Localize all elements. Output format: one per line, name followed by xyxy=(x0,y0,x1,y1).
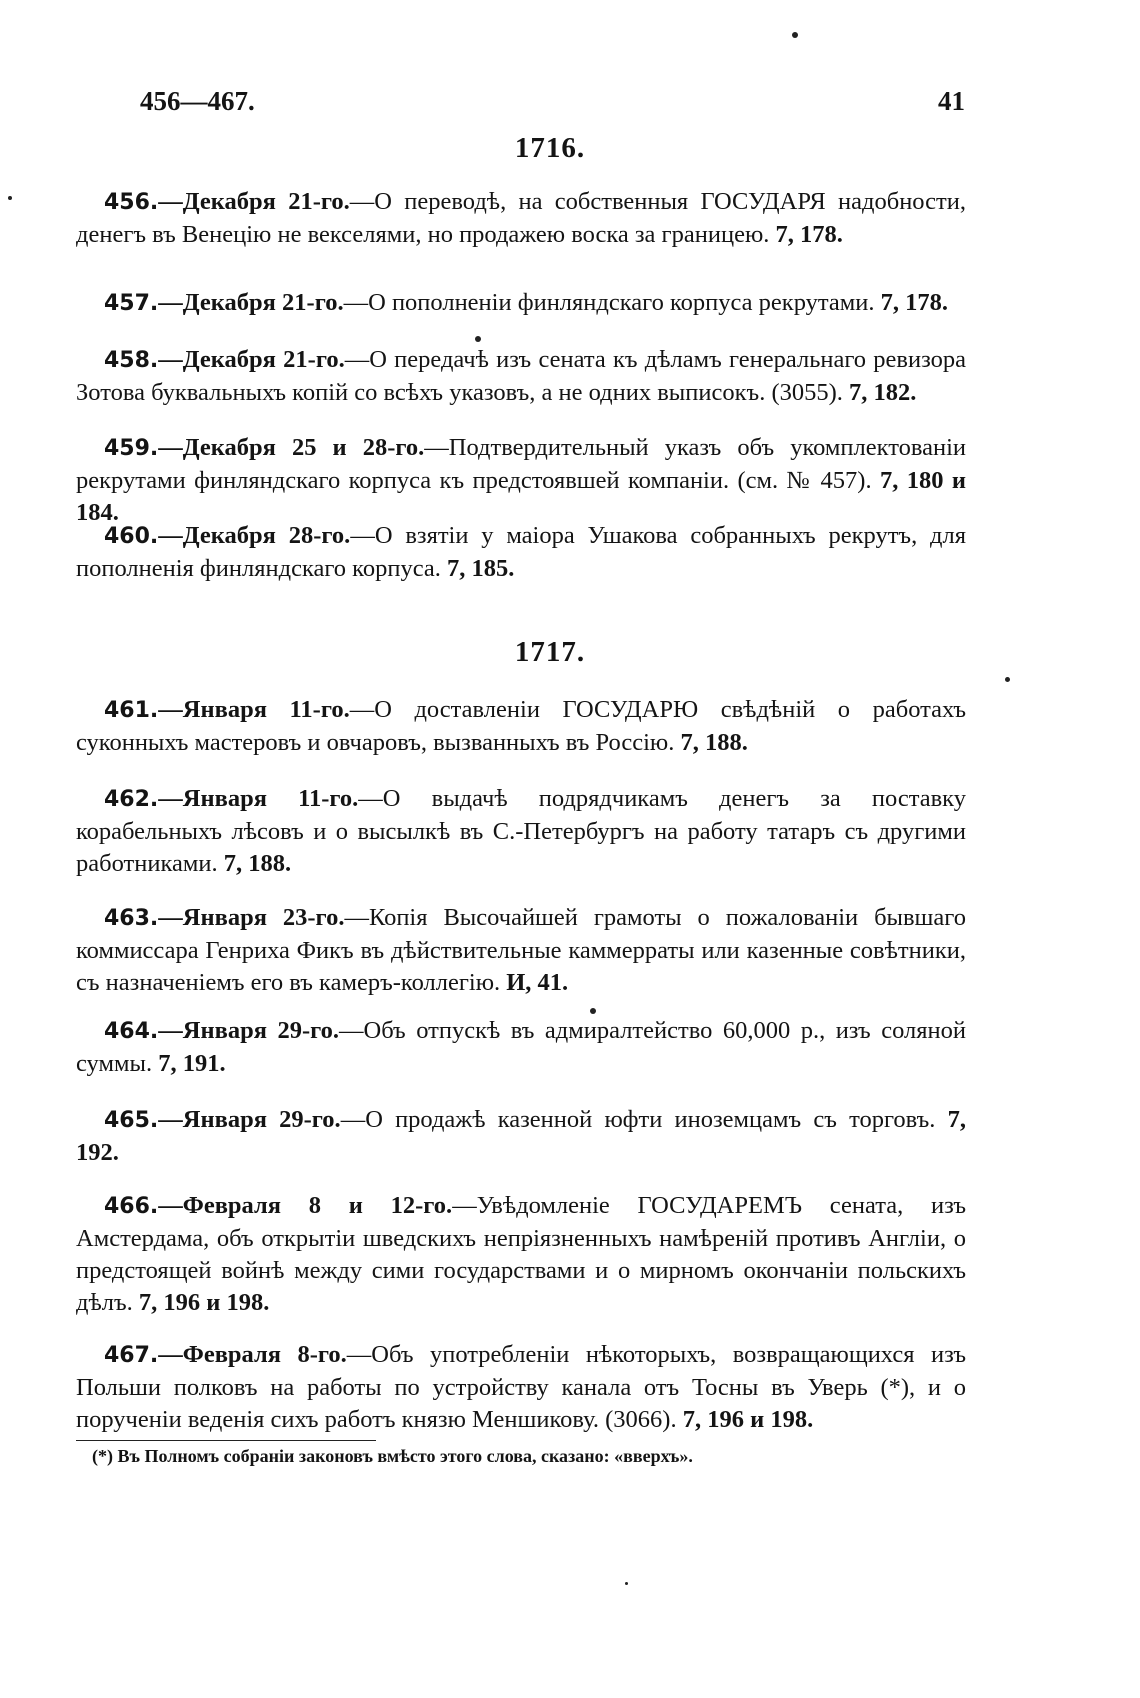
entry-text: —О продажѣ казенной юфти иноземцамъ съ торговъ. xyxy=(340,1106,936,1133)
entry-number: 457. xyxy=(104,291,159,316)
entry-462 xyxy=(76,783,966,880)
entry-number: 465. xyxy=(104,1108,159,1133)
entry-date: —Декабря 25 и 28-го. xyxy=(158,434,425,461)
entry-date: —Февраля 8 и 12-го. xyxy=(158,1192,453,1219)
footnote: (*) Въ Полномъ собраніи законовъ вмѣсто этого слова, сказано: «вверхъ». xyxy=(92,1446,693,1466)
entry-456 xyxy=(76,186,966,251)
entry-reference: 7, 192. xyxy=(76,1106,966,1166)
entry-date: —Января 23-го. xyxy=(158,904,345,931)
entry-457 xyxy=(76,287,966,320)
entry-number: 464. xyxy=(104,1019,159,1044)
scan-speck xyxy=(475,336,481,342)
entry-reference: 7, 178. xyxy=(775,221,843,248)
entry-reference: И, 41. xyxy=(506,969,569,996)
entry-number: 461. xyxy=(104,698,159,723)
entry-text: —О доставленіи ГОСУДАРЮ свѣдѣній о работахъ суконныхъ мастеровъ и овчаровъ, вызванныхъ въ Россію. xyxy=(76,696,966,756)
entry-text: —Объ отпускѣ въ адмиралтейство 60,000 р., изъ соляной суммы. xyxy=(76,1017,966,1077)
entry-467 xyxy=(76,1339,966,1436)
year-heading-1717: 1717. xyxy=(514,636,586,668)
entry-reference: 7, 185. xyxy=(447,555,515,582)
entry-number: 458. xyxy=(104,348,159,373)
entry-text: —Увѣдомленіе ГОСУДАРЕМЪ сената, изъ Амстердама, объ открытіи шведскихъ непріязненныхъ намѣреній противъ Англіи, о предстоящей войнѣ между сими государствами и о мирномъ окончаніи польскихъ дѣлъ. xyxy=(76,1192,966,1316)
entry-date: —Февраля 8-го. xyxy=(158,1341,347,1368)
entry-463 xyxy=(76,902,966,999)
entry-text: —Объ употребленіи нѣкоторыхъ, возвращающихся изъ Польши полковъ на работы по устройству канала отъ Тосны въ Уверь (*), и о порученіи веденія сихъ работъ князю Меншикову. (3066). xyxy=(76,1341,967,1433)
entry-text: —О передачѣ изъ сената къ дѣламъ генеральнаго ревизора Зотова буквальныхъ копій со всѣхъ указовъ, а не одних выписокъ. (3055). xyxy=(76,346,966,406)
scan-speck xyxy=(8,196,12,200)
entry-number: 466. xyxy=(104,1194,159,1219)
entry-date: —Декабря 28-го. xyxy=(158,522,351,549)
entry-date: —Января 29-го. xyxy=(158,1106,341,1133)
entry-number: 456. xyxy=(104,190,159,215)
entry-date: —Января 11-го. xyxy=(158,785,359,812)
scan-speck xyxy=(590,1008,596,1014)
entry-number: 462. xyxy=(104,787,159,812)
page-number: 41 xyxy=(938,86,965,116)
footnote-divider xyxy=(76,1440,376,1441)
entry-text: —О пополненіи финляндскаго корпуса рекрутами. xyxy=(343,289,875,316)
entry-460 xyxy=(76,520,966,585)
entry-reference: 7, 196 и 198. xyxy=(138,1289,270,1316)
scan-speck xyxy=(1005,677,1010,682)
entry-date: —Января 11-го. xyxy=(158,696,350,723)
entry-number: 467. xyxy=(104,1343,159,1368)
entry-reference: 7, 182. xyxy=(849,379,917,406)
entry-465 xyxy=(76,1104,966,1169)
entry-reference: 7, 191. xyxy=(158,1050,226,1077)
entry-461 xyxy=(76,694,966,759)
entry-reference: 7, 180 и 184. xyxy=(76,467,966,526)
entry-date: —Января 29-го. xyxy=(158,1017,339,1044)
entry-number: 459. xyxy=(104,436,159,461)
entry-date: —Декабря 21-го. xyxy=(158,289,344,316)
page-range-header: 456—467. xyxy=(140,86,255,116)
entry-458 xyxy=(76,344,966,409)
entry-text: —Копія Высочайшей грамоты о пожалованіи бывшаго коммиссара Генриха Фикъ въ дѣйствительные каммерраты или казенные совѣтники, съ назначеніемъ его въ камеръ-коллегію. xyxy=(76,904,966,996)
entry-reference: 7, 196 и 198. xyxy=(682,1406,814,1433)
entry-date: —Декабря 21-го. xyxy=(158,188,350,215)
entry-459 xyxy=(76,432,966,529)
entry-text: —О переводѣ, на собственныя ГОСУДАРЯ надобности, денегъ въ Венецію не векселями, но продажею воска за границею. xyxy=(76,188,966,248)
entry-466 xyxy=(76,1190,966,1319)
entry-reference: 7, 188. xyxy=(223,850,292,877)
entry-text: —О взятіи у маіора Ушакова собранныхъ рекрутъ, для пополненія финляндскаго корпуса. xyxy=(76,522,966,582)
entry-reference: 7, 178. xyxy=(880,289,948,316)
entry-text: —О выдачѣ подрядчикамъ денегъ за поставку корабельныхъ лѣсовъ и о высылкѣ въ С.-Петербургъ на работу татаръ съ другими работниками. xyxy=(76,785,966,877)
entry-date: —Декабря 21-го. xyxy=(158,346,345,373)
entry-number: 460. xyxy=(104,524,159,549)
entry-text: —Подтвердительный указъ объ укомплектованіи рекрутами финляндскаго корпуса къ предстоявшей компаніи. (см. № 457). xyxy=(76,434,966,494)
entry-464 xyxy=(76,1015,966,1080)
scan-speck xyxy=(792,32,798,38)
year-heading-1716: 1716. xyxy=(514,132,586,164)
entry-reference: 7, 188. xyxy=(680,729,748,756)
scan-speck xyxy=(625,1582,628,1585)
entry-number: 463. xyxy=(104,906,159,931)
